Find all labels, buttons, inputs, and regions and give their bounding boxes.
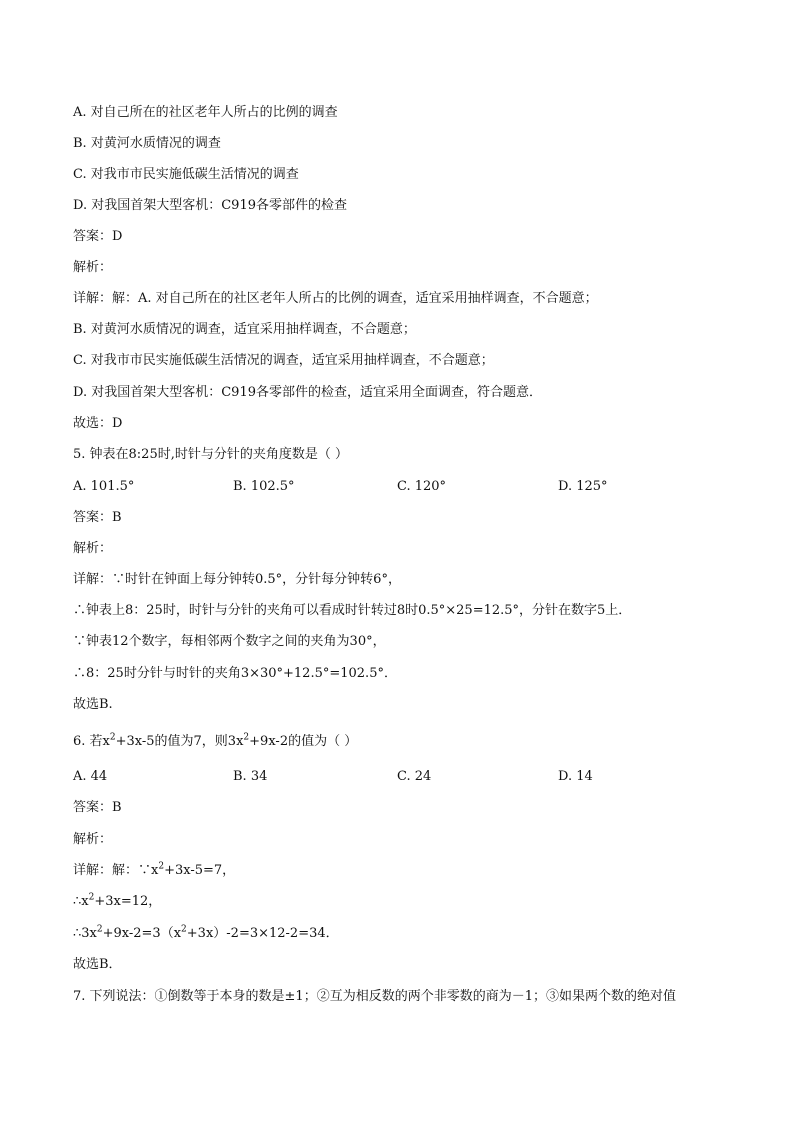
q4-detail-3: C. 对我市市民实施低碳生活情况的调查，适宜采用抽样调查，不合题意； [73,353,494,368]
q6-analysis-label: 解析： [73,832,113,847]
q5-choice: 故选B. [73,697,113,712]
q6-option-d: D. 14 [558,769,593,784]
q6-stem: 6. 若$x^2+3x-5$的值为7，则$3x^2+9x-2$的值为（ ） [73,732,358,749]
q4-option-c: C. 对我市市民实施低碳生活情况的调查 [73,167,299,182]
q5-analysis-label: 解析： [73,541,113,556]
q4-answer: 答案：D [73,229,123,244]
q5-detail-4: ∴8：25时分针与时针的夹角3×30°+12.5°=102.5°． [73,666,397,681]
q5-detail-1: 详解：∵时针在钟面上每分钟转0.5°，分针每分钟转6°， [73,572,401,587]
q5-option-d: D. 125° [558,479,608,494]
q4-option-a: A. 对自己所在的社区老年人所占的比例的调查 [73,105,338,120]
q4-option-d: D. 对我国首架大型客机：C919各零部件的检查 [73,198,347,213]
q5-option-a: A. 101.5° [73,479,135,494]
q4-option-b: B. 对黄河水质情况的调查 [73,136,221,151]
q4-detail-1: 详解：解：A. 对自己所在的社区老年人所占的比例的调查，适宜采用抽样调查，不合题意； [73,291,598,306]
q5-answer: 答案：B [73,510,122,525]
q4-detail-4: D. 对我国首架大型客机：C919各零部件的检查，适宜采用全面调查，符合题意． [73,385,542,400]
q6-detail-3: $\therefore 3x^2+9x-2=3(x^2+3x)-2=3\times 12-2=34$． [73,924,339,941]
q6-option-c: C. 24 [397,769,432,784]
q7-stem: 7. 下列说法：①倒数等于本身的数是±1；②互为相反数的两个非零数的商为－1；③如果两个数的绝对值 [73,989,676,1004]
q6-detail-1: 详解：解：$\because x^2+3x-5=7$， [73,861,236,878]
q5-options [73,478,753,496]
q5-option-b: B. 102.5° [233,479,295,494]
q5-detail-2: ∴钟表上8：25时，时针与分针的夹角可以看成时针转过8时0.5°×25=12.5°，分针在数字5上． [73,603,632,618]
q5-stem: 5. 钟表在8:25时,时针与分针的夹角度数是（ ） [73,447,348,462]
q5-detail-3: ∵钟表12个数字，每相邻两个数字之间的夹角为30°， [73,634,386,649]
q6-answer: 答案：B [73,800,122,815]
q4-analysis-label: 解析： [73,260,113,275]
q6-option-b: B. 34 [233,769,268,784]
q4-detail-2: B. 对黄河水质情况的调查，适宜采用抽样调查，不合题意； [73,322,416,337]
q6-option-a: A. 44 [73,769,108,784]
q5-option-c: C. 120° [397,479,447,494]
q4-choice: 故选：D [73,416,123,431]
q6-options [73,768,753,786]
q6-detail-2: $\therefore x^2+3x=12$， [73,892,162,909]
q6-choice: 故选B． [73,957,122,972]
